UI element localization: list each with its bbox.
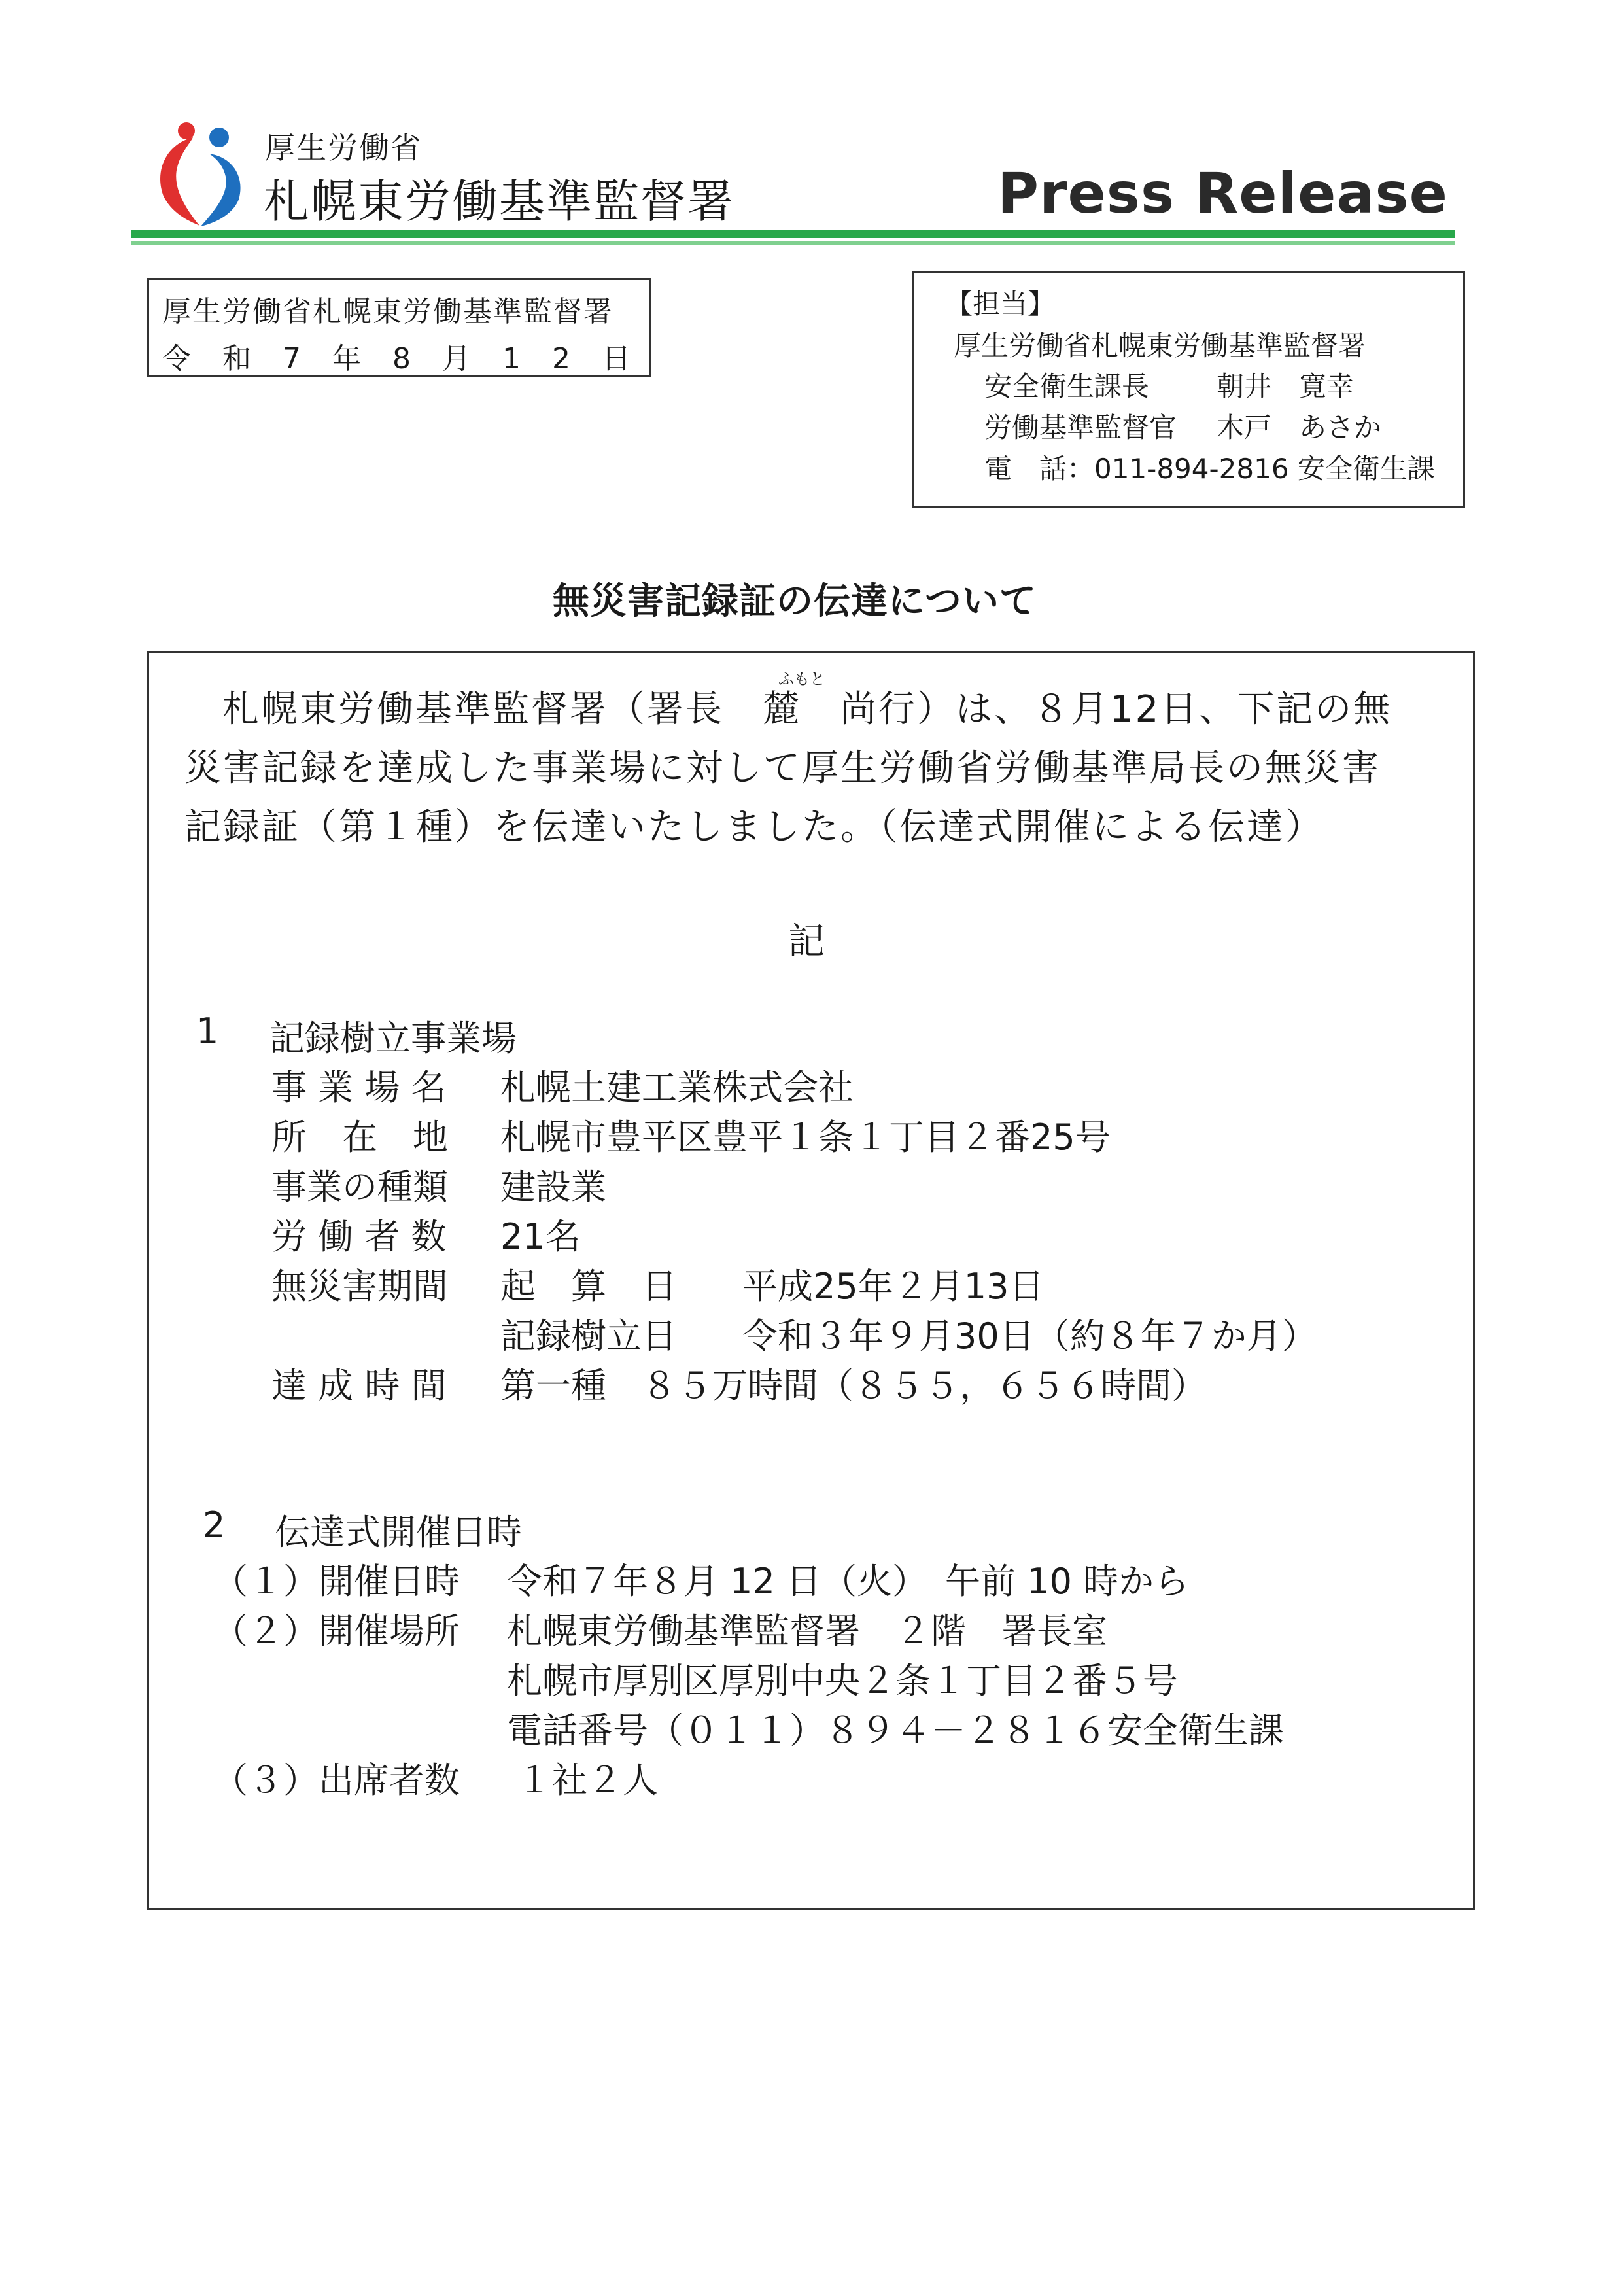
site-name-value: 札幌土建工業株式会社 xyxy=(500,1067,854,1108)
row-hours xyxy=(271,1358,1207,1408)
row-workers xyxy=(271,1209,581,1259)
contact-chief-name: 朝井 寛幸 xyxy=(1217,370,1355,402)
record-date-label: 記録樹立日 xyxy=(500,1315,677,1357)
document-title: 無災害記録証の伝達について xyxy=(553,580,1037,623)
row-ceremony-date xyxy=(213,1554,1190,1604)
office-name: 札幌東労働基準監督署 xyxy=(264,175,734,228)
row-address xyxy=(271,1109,1111,1160)
body-line-1: 札幌東労働基準監督署（署長 麓 尚行）は、８月12日、下記の無 xyxy=(222,688,1392,731)
row-attendees xyxy=(213,1752,658,1803)
record-date-value: 令和３年９月30日（約８年７か月） xyxy=(742,1315,1317,1357)
business-type-label: 事業の種類 xyxy=(271,1166,448,1208)
ceremony-place-value: 札幌東労働基準監督署 ２階 署長室 xyxy=(507,1610,1107,1652)
contact-phone-value: 011-894-2816 安全衛生課 xyxy=(1094,453,1435,485)
contact-inspector-title: 労働基準監督官 xyxy=(984,411,1177,444)
site-name-label: 事 業 場 名 xyxy=(271,1067,447,1108)
workers-value: 21名 xyxy=(500,1216,581,1257)
contact-office: 厚生労働省札幌東労働基準監督署 xyxy=(954,330,1366,362)
release-date: 令和7年8月12日 xyxy=(162,342,662,375)
row-period xyxy=(271,1259,1045,1309)
ceremony-date-value: 令和７年８月 12 日（火） 午前 10 時から xyxy=(507,1561,1190,1602)
contact-phone-label: 電 話： xyxy=(984,453,1095,485)
press-release-label: Press Release xyxy=(997,161,1448,226)
ceremony-date-label: （１）開催日時 xyxy=(213,1561,460,1602)
attendees-label: （３）出席者数 xyxy=(213,1760,460,1801)
period-label: 無災害期間 xyxy=(271,1266,448,1307)
ki-heading: 記 xyxy=(788,920,825,963)
ceremony-place-phone: 電話番号（０１１）８９４－２８１６安全衛生課 xyxy=(507,1710,1284,1751)
ceremony-place-label: （２）開催場所 xyxy=(213,1610,460,1652)
header-divider xyxy=(131,230,1455,238)
ministry-logo-icon xyxy=(147,118,252,229)
hours-value: 第一種 ８５万時間（８５５，６５６時間） xyxy=(500,1365,1207,1406)
contact-inspector xyxy=(984,406,1382,445)
body-line-3: 記録証（第１種）を伝達いたしました。（伝達式開催による伝達） xyxy=(184,806,1324,848)
section-2-title: 伝達式開催日時 xyxy=(275,1512,522,1553)
header-divider-thin xyxy=(131,241,1455,245)
contact-chief xyxy=(984,365,1355,404)
contact-heading: 【担当】 xyxy=(945,288,1056,320)
attendees-value: １社２人 xyxy=(517,1760,658,1801)
start-date-label: 起 算 日 xyxy=(500,1266,677,1307)
contact-inspector-name: 木戸 あさか xyxy=(1217,411,1382,444)
contact-chief-title: 安全衛生課長 xyxy=(984,370,1150,402)
row-record-date xyxy=(500,1308,1317,1359)
address-label: 所 在 地 xyxy=(271,1117,448,1158)
row-ceremony-place xyxy=(213,1603,1107,1654)
section-1-number: 1 xyxy=(196,1011,219,1052)
row-site-name xyxy=(271,1060,854,1110)
hours-label: 達 成 時 間 xyxy=(271,1365,447,1406)
contact-phone xyxy=(984,447,1435,487)
date-box-office: 厚生労働省札幌東労働基準監督署 xyxy=(162,295,613,328)
section-1-title: 記録樹立事業場 xyxy=(269,1018,517,1059)
business-type-value: 建設業 xyxy=(500,1166,606,1208)
start-date-value: 平成25年２月13日 xyxy=(742,1266,1045,1307)
ministry-name: 厚生労働省 xyxy=(265,130,422,165)
body-line-2: 災害記録を達成した事業場に対して厚生労働省労働基準局長の無災害 xyxy=(184,747,1381,790)
address-value: 札幌市豊平区豊平１条１丁目２番25号 xyxy=(500,1117,1111,1158)
workers-label: 労 働 者 数 xyxy=(271,1216,447,1257)
row-business-type xyxy=(271,1159,606,1209)
ceremony-place-address: 札幌市厚別区厚別中央２条１丁目２番５号 xyxy=(507,1660,1178,1701)
name-ruby: ふもと xyxy=(778,670,825,688)
section-2-number: 2 xyxy=(203,1505,226,1546)
